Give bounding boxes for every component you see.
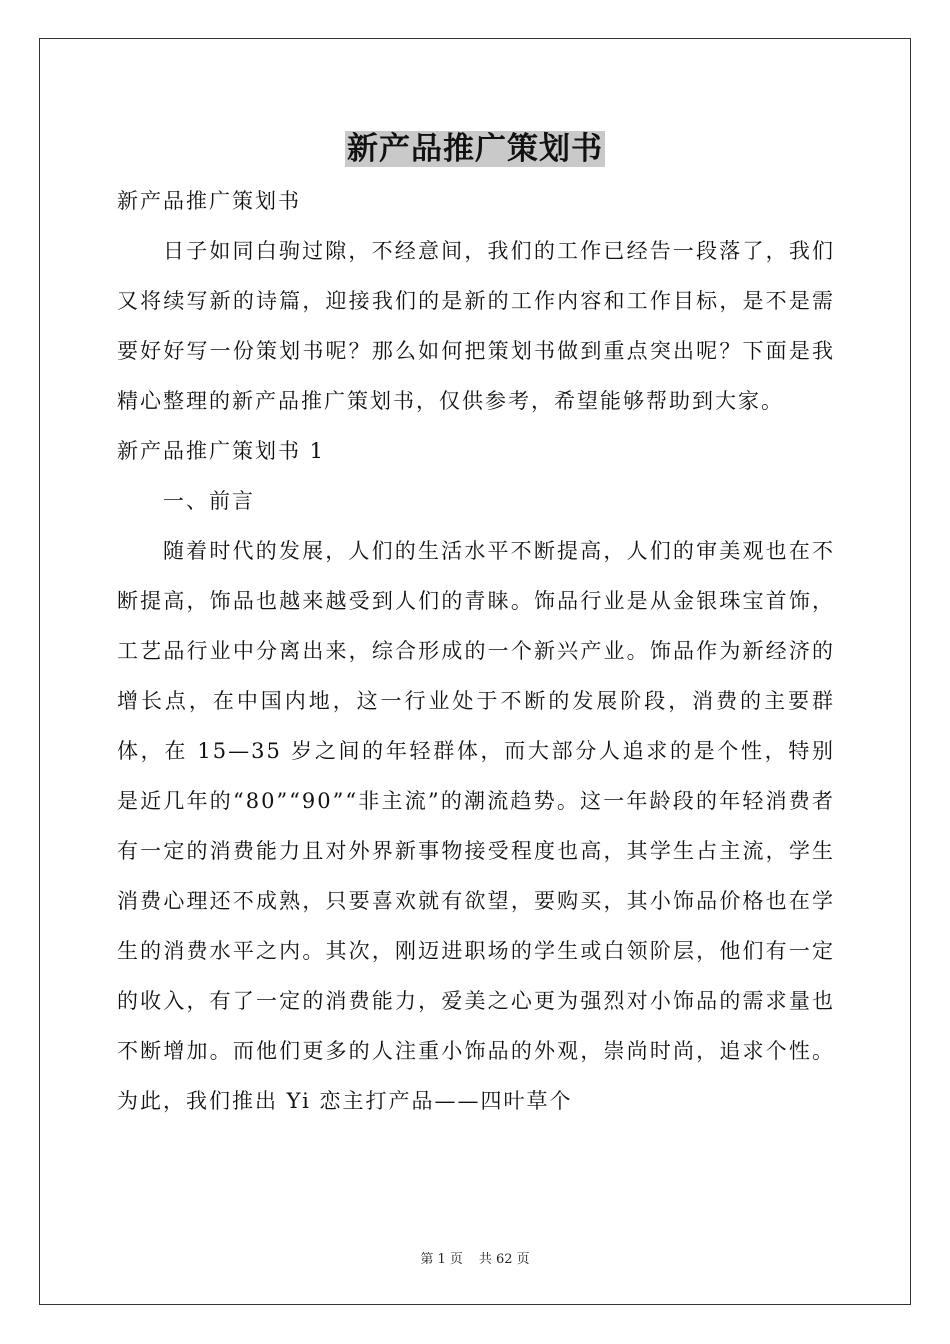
subtitle-line: 新产品推广策划书 [117,189,301,213]
page-total: 共 62 页 [478,1252,530,1267]
body-paragraph: 随着时代的发展，人们的生活水平不断提高，人们的审美观也在不断提高，饰品也越来越受到人们的青睐。饰品行业是从金银珠宝首饰，工艺品行业中分离出来，综合形成的一个新兴产业。饰品作为新经济的增长点，在中国内地，这一行业处于不断的发展阶段，消费的主要群体，在 15—35 岁之间的年轻群体，而大部分人追求的是个性，特别是近几年的“80”“90”“非主流”的潮流趋势。这一年龄段的年轻消费者有一定的消费能力且对外界新事物接受程度也高，其学生占主流，学生消费心理还不成熟，只要喜欢就有欲望，要购买，其小饰品价格也在学生的消费水平之内。其次，刚迈进职场的学生或白领阶层，他们有一定的收入，有了一定的消费能力，爱美之心更为强烈对小饰品的需求量也不断增加。而他们更多的人注重小饰品的外观，崇尚时尚，追求个性。为此，我们推出 Yi 恋主打产品——四叶草个 [117,539,835,1113]
document-body [117,176,835,1126]
page-footer [0,1248,950,1267]
document-title-text: 新产品推广策划书 [347,131,603,167]
section-heading: 新产品推广策划书 1 [117,439,326,463]
subsection-heading: 一、前言 [163,489,255,513]
document-title [0,127,950,171]
intro-paragraph: 日子如同白驹过隙，不经意间，我们的工作已经告一段落了，我们又将续写新的诗篇，迎接我们的是新的工作内容和工作目标，是不是需要好好写一份策划书呢？那么如何把策划书做到重点突出呢？下面是我精心整理的新产品推广策划书，仅供参考，希望能够帮助到大家。 [117,239,835,413]
page-number: 第 1 页 [420,1252,463,1267]
